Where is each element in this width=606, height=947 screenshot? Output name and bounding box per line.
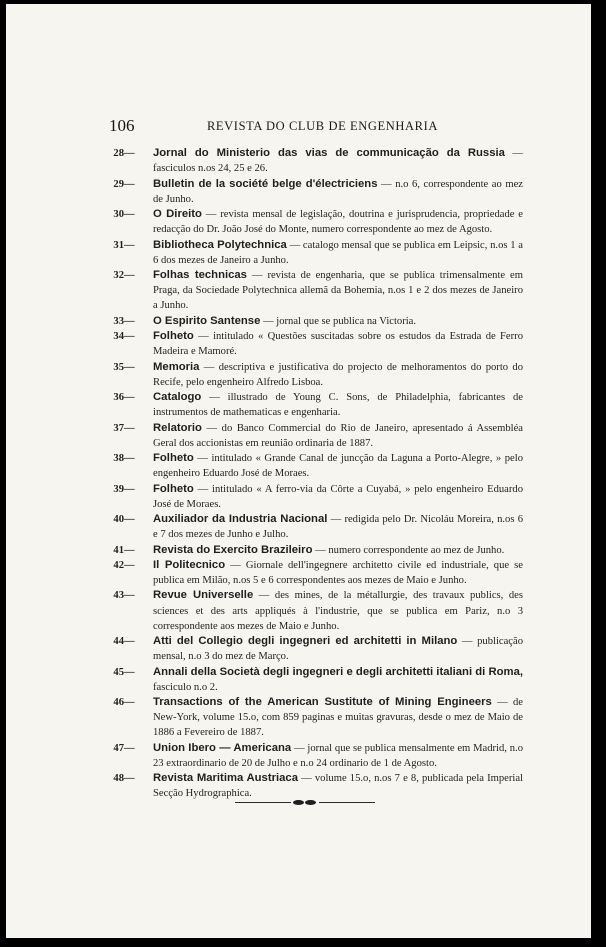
entry-title: Folhas technicas xyxy=(153,269,247,281)
entry-dash: — xyxy=(124,544,135,556)
entry-number: 34 xyxy=(113,331,124,342)
entry-dash: — xyxy=(124,178,135,190)
entry-dash: — xyxy=(124,148,135,159)
entry-title: Memoria xyxy=(153,360,200,373)
entry-text: — revista de engenharia, que se publica trimensalmente em Praga, da Sociedade Polytechnica allemã da Bohemia, n.os 1 e 2 dos mezes de Janeiro a Junho. xyxy=(153,270,523,312)
entry-dash: — xyxy=(124,209,135,220)
entry-dash: — xyxy=(124,453,135,464)
list-item xyxy=(109,512,523,542)
entry-number: 32 xyxy=(113,270,124,281)
entry-dash: — xyxy=(124,773,135,785)
list-item xyxy=(109,360,523,390)
entry-text: — Giornale dell'ingegnere architetto civile ed industriale, que se publica em Milão, n.os 5 e 6 correspondentes aos mezes de Maio e Junho. xyxy=(153,559,523,586)
entry-text: fasciculo n.o 2. xyxy=(153,681,218,693)
entry-text: — des mines, de la métallurgie, des travaux publics, des sciences et des arts appliqués à l'industrie, que se publica em Pariz, n.o 3 correspondente aos mezes de Maio e Junho. xyxy=(153,590,523,632)
entry-text: — catalogo mensal que se publica em Leipsic, n.os 1 a 6 dos mezes de Janeiro a Junho. xyxy=(153,239,523,266)
list-item xyxy=(109,695,523,741)
entry-number: 47 xyxy=(113,742,124,754)
entry-dash: — xyxy=(124,666,135,678)
entry-number: 37 xyxy=(113,422,124,434)
entry-title: Annali della Società degli ingegneri e degli architetti italiani di Roma, xyxy=(153,665,523,678)
entry-number: 48 xyxy=(113,773,124,785)
list-item xyxy=(109,543,523,558)
entry-number: 42 xyxy=(113,559,124,571)
entry-dash: — xyxy=(124,315,135,327)
list-item xyxy=(109,390,523,420)
entry-dash: — xyxy=(124,742,135,754)
entry-text: — illustrado de Young C. Sons, de Philadelphia, fabricantes de instrumentos de mathematicas e engenharia. xyxy=(153,392,523,419)
entry-text: — jornal que se publica mensalmente em Madrid, n.o 23 extraordinario de 20 de Julho e n.o 24 ordinario de 1 de Agosto. xyxy=(153,742,523,769)
entry-text: — do Banco Commercial do Rio de Janeiro, apresentado á Assembléa Geral dos accionistas em reunião ordinaria de 1887. xyxy=(153,422,523,449)
entry-dash: — xyxy=(124,392,135,403)
entry-text: — intitulado « Questões suscitadas sobre os estudos da Estrada de Ferro Madeira e Mamoré. xyxy=(153,331,523,358)
entry-number: 44 xyxy=(113,636,124,647)
ornament-rule-right xyxy=(319,802,375,803)
entry-title: O Direito xyxy=(153,208,202,220)
entry-dash: — xyxy=(124,483,135,495)
entry-title: O Espirito Santense xyxy=(153,314,261,327)
ornament-dots xyxy=(293,800,317,806)
list-item xyxy=(109,771,523,801)
book-page xyxy=(6,4,591,938)
list-item xyxy=(109,329,523,359)
entry-title: Bulletin de la société belge d'électriciens xyxy=(153,177,378,190)
entry-number: 46 xyxy=(113,697,124,708)
entry-number: 30 xyxy=(113,209,124,220)
list-item xyxy=(109,421,523,451)
entry-dash: — xyxy=(124,590,135,602)
entry-dash: — xyxy=(124,270,135,281)
entry-text: — publicação mensal, n.o 3 do mez de Março. xyxy=(153,636,524,663)
entry-text: — volume 15.o, n.os 7 e 8, publicada pela Imperial Secção Hydrographica. xyxy=(153,773,523,800)
entry-number: 45 xyxy=(113,666,124,678)
entry-number: 38 xyxy=(113,453,124,464)
entry-text: — de New-York, volume 15.o, com 859 paginas e muitas gravuras, desde o mez de Maio de 1886 a Fevereiro de 1887. xyxy=(153,697,523,739)
list-item xyxy=(109,238,523,268)
entry-text: — intitulado « Grande Canal de juncção da Laguna a Porto-Alegre, » pelo engenheiro Eduardo José de Moraes. xyxy=(153,453,523,480)
publication-list xyxy=(109,146,523,802)
entry-title: Revista do Exercito Brazileiro xyxy=(153,543,313,556)
entry-dash: — xyxy=(124,514,135,525)
list-item xyxy=(109,314,523,329)
entry-text: — fasciculos n.os 24, 25 e 26. xyxy=(153,148,523,175)
entry-title: Union Ibero — Americana xyxy=(153,741,292,754)
entry-dash: — xyxy=(124,239,135,251)
entry-number: 40 xyxy=(113,514,124,525)
entry-title: Bibliotheca Polytechnica xyxy=(153,238,287,251)
entry-title: Revista Maritima Austriaca xyxy=(153,772,298,785)
entry-title: Relatorio xyxy=(153,421,202,434)
list-item xyxy=(109,177,523,207)
list-item xyxy=(109,634,523,664)
entry-dash: — xyxy=(124,697,135,708)
entry-number: 43 xyxy=(113,590,124,602)
list-item xyxy=(109,146,523,176)
list-item xyxy=(109,207,523,237)
entry-number: 41 xyxy=(113,544,124,556)
end-ornament xyxy=(235,800,375,806)
entry-title: Transactions of the American Sustitute of Mining Engineers xyxy=(153,696,492,708)
entry-number: 33 xyxy=(113,315,124,327)
entry-title: Atti del Collegio degli ingegneri ed architetti in Milano xyxy=(153,635,458,647)
entry-dash: — xyxy=(124,636,135,647)
entry-title: Jornal do Ministerio das vias de communicação da Russia xyxy=(153,147,505,159)
list-item xyxy=(109,482,523,512)
entry-title: Catalogo xyxy=(153,391,202,403)
entry-number: 39 xyxy=(113,483,124,495)
entry-title: Revue Universelle xyxy=(153,589,254,602)
entry-dash: — xyxy=(124,331,135,342)
entry-title: Il Politecnico xyxy=(153,558,226,571)
entry-dash: — xyxy=(124,559,135,571)
ornament-dot xyxy=(293,800,304,805)
entry-text: — revista mensal de legislação, doutrina e jurisprudencia, propriedade e redacção do Dr. João José do Monte, numero correspondente ao mez de Agosto. xyxy=(153,209,524,236)
entry-number: 28 xyxy=(113,148,124,159)
entry-number: 31 xyxy=(113,239,124,251)
entry-number: 36 xyxy=(113,392,124,403)
running-title: REVISTA DO CLUB DE ENGENHARIA xyxy=(207,119,438,133)
list-item xyxy=(109,665,523,695)
entry-title: Folheto xyxy=(153,452,194,464)
entry-text: — intitulado « A ferro-via da Côrte a Cuyabá, » pelo engenheiro Eduardo José de Moraes. xyxy=(153,483,523,510)
ornament-rule-left xyxy=(235,802,291,803)
list-item xyxy=(109,558,523,588)
entry-text: — redigida pelo Dr. Nicoláu Moreira, n.os 6 e 7 dos mezes de Junho e Julho. xyxy=(153,514,523,541)
entry-text: — jornal que se publica na Victoria. xyxy=(260,315,417,327)
entry-number: 29 xyxy=(113,178,124,190)
entry-text: — descriptiva e justificativa do projecto de melhoramentos do porto do Recife, pelo engenheiro Alfredo Lisboa. xyxy=(153,361,523,388)
list-item xyxy=(109,451,523,481)
entry-text: — numero correspondente ao mez de Junho. xyxy=(312,544,505,556)
list-item xyxy=(109,741,523,771)
page-number: 106 xyxy=(109,116,135,135)
list-item xyxy=(109,268,523,314)
entry-dash: — xyxy=(124,361,135,373)
page-header xyxy=(109,116,523,136)
entry-text: — n.o 6, correspondente ao mez de Junho. xyxy=(153,178,523,205)
entry-title: Folheto xyxy=(153,482,194,495)
entry-title: Folheto xyxy=(153,330,194,342)
entry-title: Auxiliador da Industria Nacional xyxy=(153,513,328,525)
entry-number: 35 xyxy=(113,361,124,373)
list-item xyxy=(109,588,523,634)
ornament-dot xyxy=(305,800,316,805)
entry-dash: — xyxy=(124,422,135,434)
